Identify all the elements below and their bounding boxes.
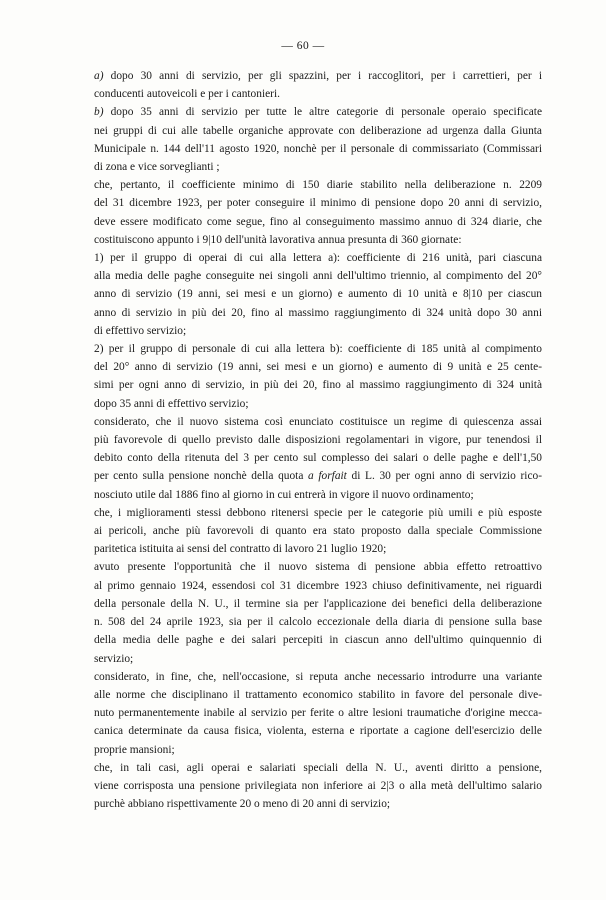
- text-line: nosciuto utile dal 1886 fino al giorno in cui entrerà in vigore il nuovo ordinamento;: [94, 488, 474, 501]
- text-line: alle norme che disciplinano il trattamento economico stabilito in favore del personale dive-: [94, 688, 542, 701]
- text-line: deve essere modificato come segue, fino al conseguimento massimo annuo di 324 diarie, che: [94, 215, 542, 228]
- paragraph: [94, 249, 542, 340]
- paragraph: [94, 413, 542, 504]
- text-line: viene corrisposta una pensione privilegiata non inferiore ai 2|3 o alla metà dell'ultimo salario: [94, 779, 542, 792]
- text-line: al primo gennaio 1924, essendosi col 31 dicembre 1923 chiuso definitivamente, nei riguardi: [94, 579, 542, 592]
- text-line: che, in tali casi, agli operai e salariati speciali della N. U., aventi diritto a pensione,: [94, 761, 542, 774]
- text-line: n. 508 del 24 aprile 1923, sia per il calcolo eccezionale della diaria di pensione sulla base: [94, 616, 542, 629]
- text-line: 1) per il gruppo di operai di cui alla lettera a): coefficiente di 216 unità, pari ciascuna: [94, 252, 542, 265]
- text-line: di zona e vice sorveglianti ;: [94, 161, 220, 174]
- document-body: [94, 67, 542, 813]
- text-line: 2) per il gruppo di personale di cui alla lettera b): coefficiente di 185 unità al compimento: [94, 343, 542, 356]
- text-line: considerato, che il nuovo sistema così enunciato costituisce un regime di quiescenza assai: [94, 415, 542, 428]
- text-line: dopo 35 anni di effettivo servizio;: [94, 397, 249, 410]
- text-line: nei gruppi di cui alle tabelle organiche approvate con deliberazione ad urgenza dalla Giunta: [94, 124, 542, 137]
- paragraph: [94, 668, 542, 759]
- text-line: paritetica istituita ai sensi del contratto di lavoro 21 luglio 1920;: [94, 543, 387, 556]
- paragraph: [94, 558, 542, 667]
- text-line: conducenti autoveicoli e per i cantonieri.: [94, 88, 280, 101]
- text-line: più favorevole di quello previsto dalle disposizioni regolamentari in vigore, pur tenendosi il: [94, 434, 542, 447]
- page-number: — 60 —: [281, 40, 325, 52]
- text-line: proprie mansioni;: [94, 743, 175, 756]
- text-line: canica determinate da causa fisica, violenta, esterna e riportate a cagione dell'esercizio delle: [94, 725, 542, 738]
- text-line: del 31 dicembre 1923, per poter conseguire il minimo di pensione dopo 20 anni di servizio,: [94, 197, 542, 210]
- text-line: costituiscono appunto i 9|10 dell'unità lavorativa annua presunta di 360 giornate:: [94, 233, 462, 246]
- text-line: Municipale n. 144 dell'11 agosto 1920, nonchè per il personale di commissariato (Commissari: [94, 142, 542, 155]
- text-line: a) dopo 30 anni di servizio, per gli spazzini, per i raccoglitori, per i carrettieri, per i: [94, 70, 542, 82]
- text-line: anno di servizio in più dei 20, fino al massimo raggiungimento di 324 unità dopo 30 anni: [94, 306, 542, 319]
- text-line: della media delle paghe e dei salari percepiti in ciascun anno dell'ultimo quinquennio di: [94, 634, 542, 647]
- text-line: avuto presente l'opportunità che il nuovo sistema di pensione abbia effetto retroattivo: [94, 561, 542, 574]
- paragraph: [94, 759, 542, 814]
- paragraph: [94, 67, 542, 103]
- paragraph: [94, 103, 542, 176]
- paragraph: [94, 340, 542, 413]
- text-line: servizio;: [94, 652, 134, 665]
- text-line: di effettivo servizio;: [94, 324, 187, 337]
- text-line: alla media delle paghe conseguite nei singoli anni dell'ultimo triennio, al compimento del 20°: [94, 270, 542, 283]
- text-line: nuto permanentemente inabile al servizio per ferite o altre lesioni traumatiche d'origine mecca-: [94, 707, 542, 720]
- text-line: anno di servizio (19 anni, sei mesi e un giorno) e aumento di 10 unità e 8|10 per ciascun: [94, 288, 542, 301]
- text-line: per cento sulla pensione nonchè della quota a forfait di L. 30 per ogni anno di servizio rico-: [94, 470, 542, 483]
- text-line: della personale della N. U., il termine sia per l'applicazione dei benefici della deliberazione: [94, 597, 542, 610]
- text-line: purchè abbiano rispettivamente 20 o meno di 20 anni di servizio;: [94, 798, 391, 811]
- text-line: che, pertanto, il coefficiente minimo di 150 diarie stabilito nella deliberazione n. 2209: [94, 179, 542, 192]
- paragraph: [94, 176, 542, 249]
- text-line: ai pericoli, anche più favorevoli di quanto era stato proposto dalla speciale Commissione: [94, 525, 542, 538]
- paragraph: [94, 504, 542, 559]
- text-line: b) dopo 35 anni di servizio per tutte le altre categorie di personale operaio specificate: [94, 106, 542, 119]
- text-line: considerato, in fine, che, nell'occasione, si reputa anche necessario introdurre una variante: [94, 670, 542, 683]
- text-line: che, i miglioramenti stessi debbono ritenersi specie per le categorie più umili e più esposte: [94, 506, 542, 519]
- text-line: del 20° anno di servizio (19 anni, sei mesi e un giorno) e aumento di 9 unità e 25 cente-: [94, 361, 542, 374]
- text-line: simi per ogni anno di servizio, in più dei 20, fino al massimo raggiungimento di 324 unità: [94, 379, 542, 392]
- text-line: debito conto della ritenuta del 3 per cento sul complesso dei salari o delle paghe e dell'1,50: [94, 452, 542, 465]
